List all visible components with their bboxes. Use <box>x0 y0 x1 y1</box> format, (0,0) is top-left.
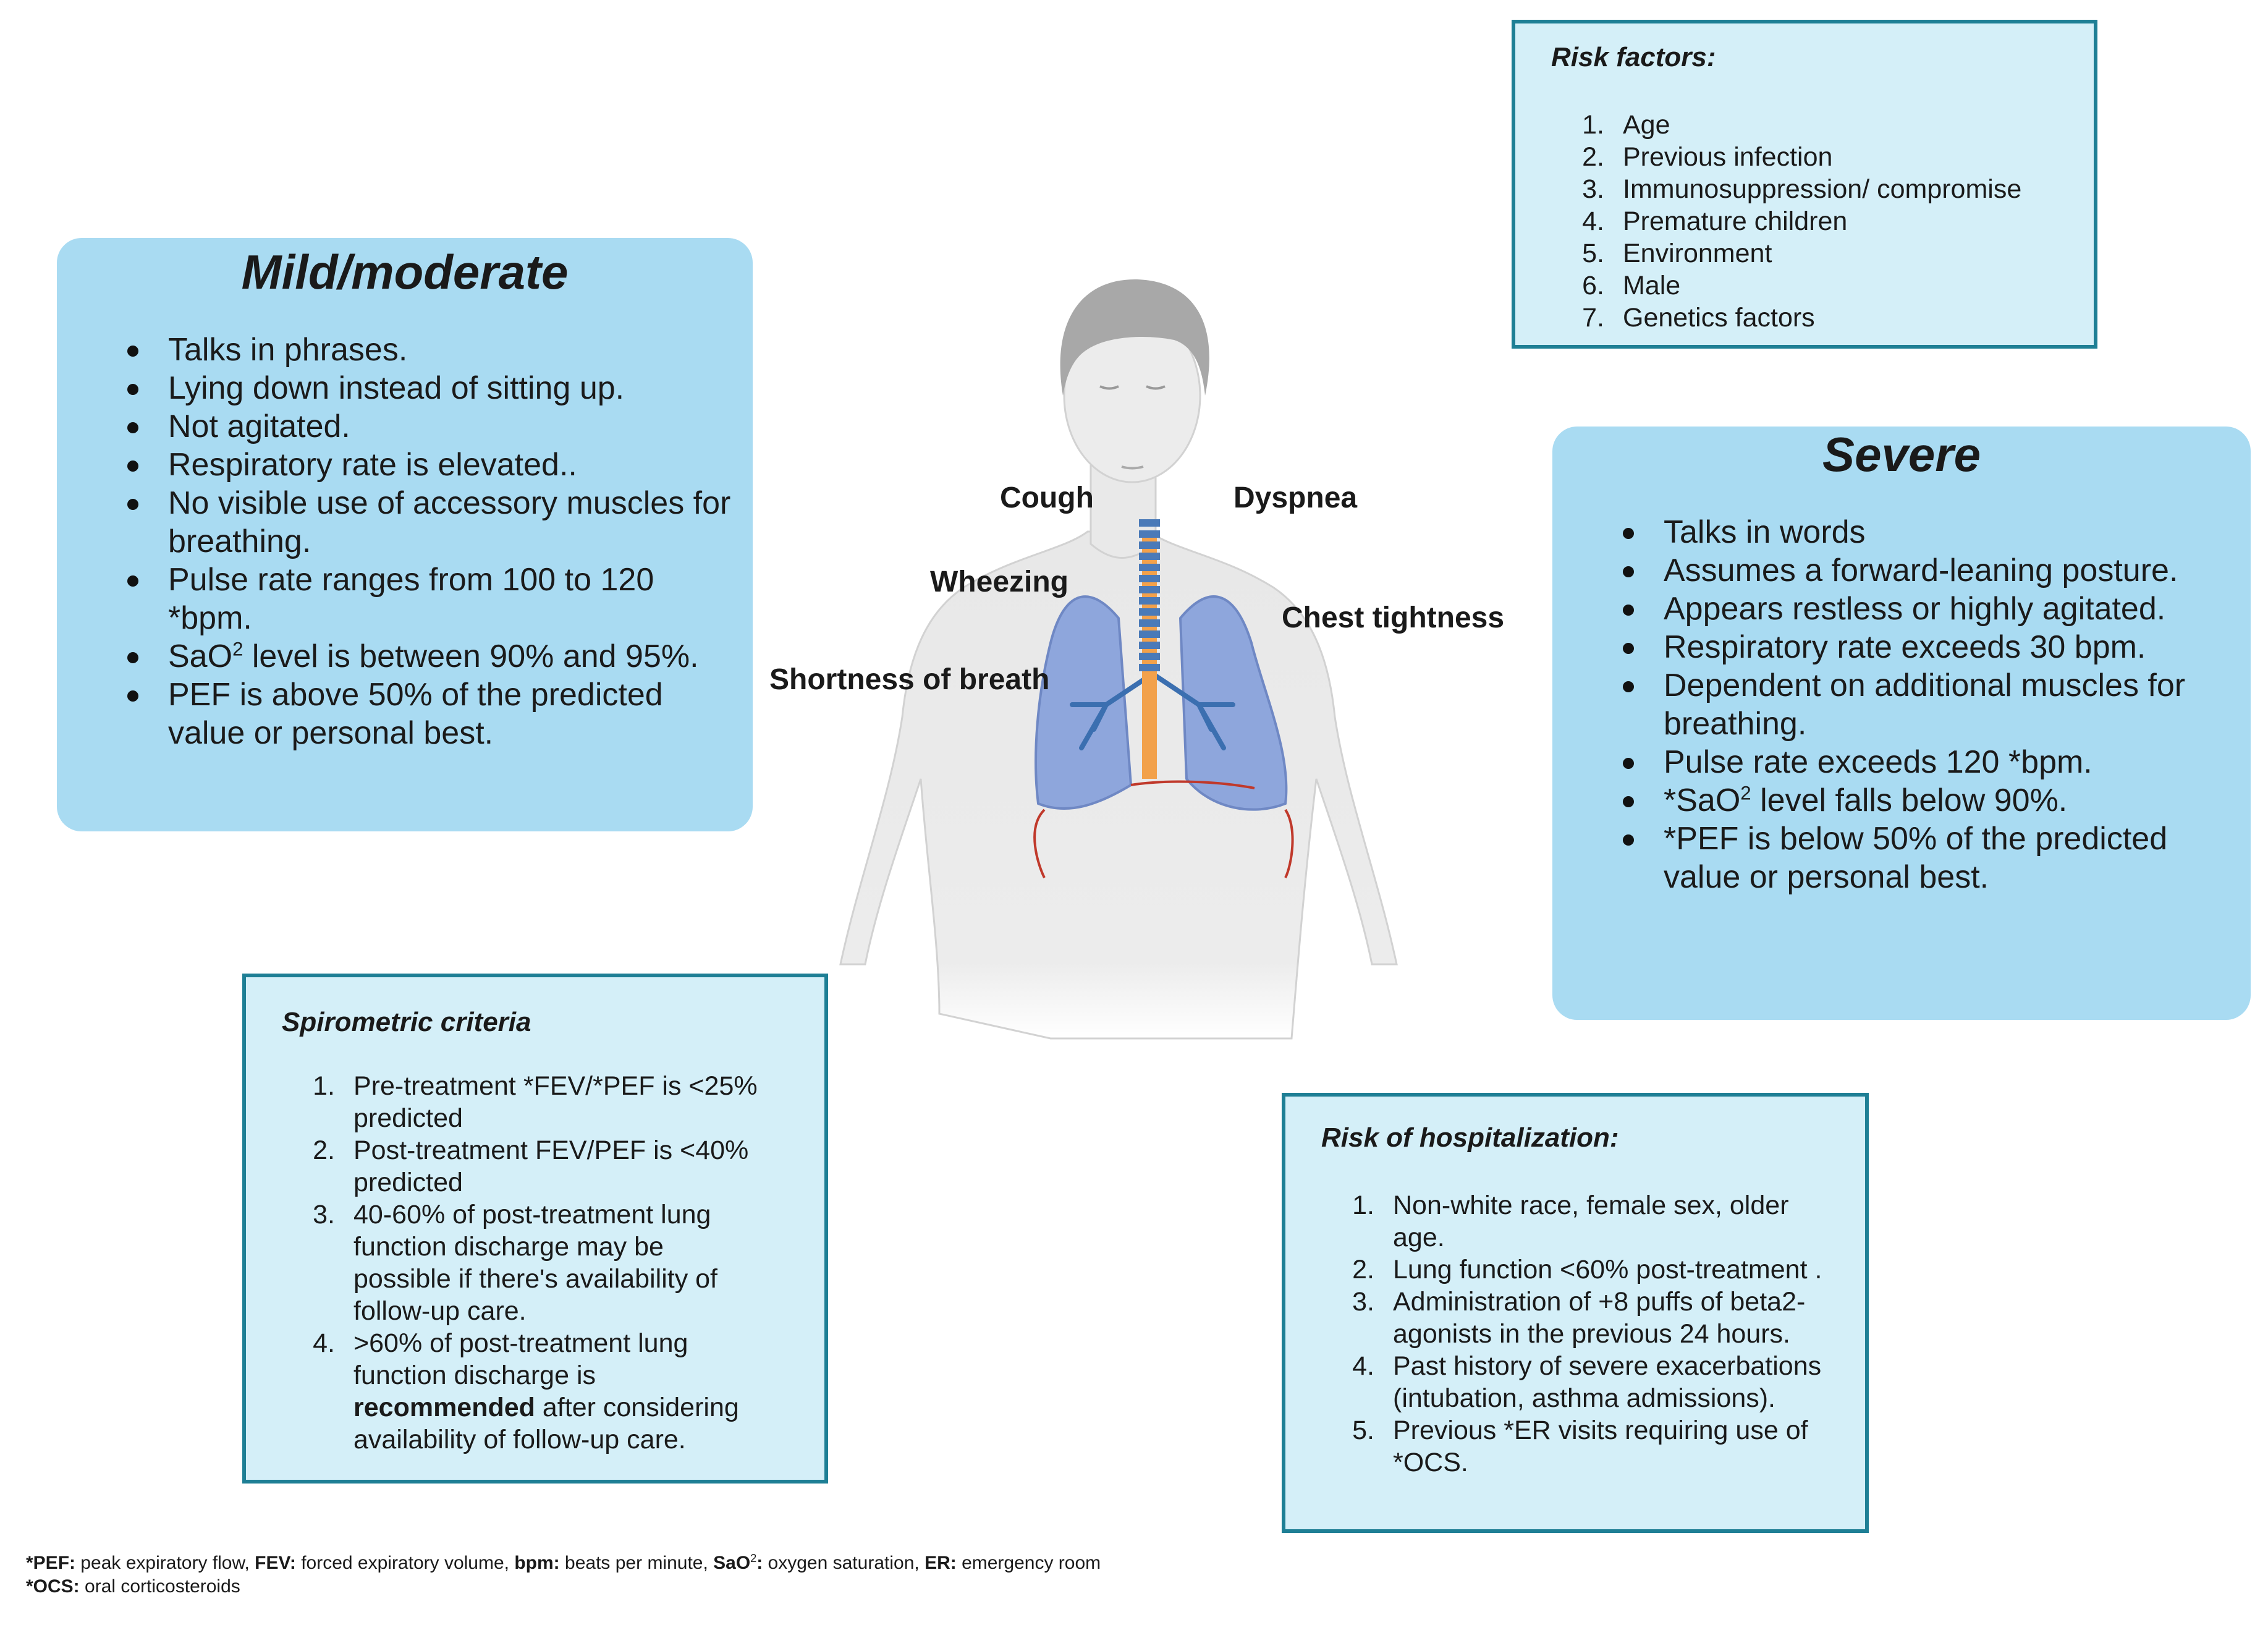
list-item <box>1619 781 2243 820</box>
sao-text: *SaO <box>1664 783 1741 818</box>
list-item <box>124 637 742 676</box>
risk-factors-title: Risk factors: <box>1551 42 1716 72</box>
list-item: 1. Pre-treatment *FEV/*PEF is <25% predicted <box>313 1071 758 1133</box>
list-item: 4. Premature children <box>1582 206 1848 236</box>
list-item: 1. Non-white race, female sex, older age. <box>1352 1191 1789 1252</box>
risk-factors-panel <box>1512 20 2097 349</box>
spirometric-criteria-title: Spirometric criteria <box>282 1007 531 1037</box>
list-item: Talks in words <box>1619 513 2243 551</box>
abbreviations-footnote-line1: *PEF: peak expiratory flow, FEV: forced expiratory volume, bpm: beats per minute, SaO$^2$: oxygen saturation, ER: emergency room <box>26 1552 1101 1573</box>
list-item: Dependent on additional muscles for breathing. <box>1619 666 2243 743</box>
list-item: 3. Administration of +8 puffs of beta2-agonists in the previous 24 hours. <box>1352 1287 1806 1349</box>
sao-superscript: 2 <box>232 638 243 660</box>
list-item: 4. Past history of severe exacerbations (intubation, asthma admissions). <box>1352 1351 1822 1413</box>
list-item: 1. Age <box>1582 110 1670 140</box>
list-item: 7. Genetics factors <box>1582 303 1815 333</box>
severe-list <box>1619 513 2243 896</box>
list-item: 6. Male <box>1582 271 1681 300</box>
symptom-cough: Cough <box>1000 482 1094 514</box>
list-item: Respiratory rate is elevated.. <box>124 446 742 484</box>
symptom-dyspnea: Dyspnea <box>1233 482 1358 514</box>
severe-panel <box>1552 427 2251 1020</box>
list-item: Lying down instead of sitting up. <box>124 369 742 407</box>
sao-rest: level is between 90% and 95%. <box>243 639 699 674</box>
hospitalization-risk-list <box>1335 1189 1829 1479</box>
list-item: Appears restless or highly agitated. <box>1619 590 2243 628</box>
risk-factors-list <box>1565 109 2096 334</box>
list-item: 3. 40-60% of post-treatment lung function discharge may be possible if there's availability of follow-up care. <box>313 1200 718 1326</box>
list-item: No visible use of accessory muscles for breathing. <box>124 484 742 561</box>
list-item: Respiratory rate exceeds 30 bpm. <box>1619 628 2243 666</box>
list-item: 2. Lung function <60% post-treatment . <box>1352 1255 1822 1284</box>
list-item: PEF is above 50% of the predicted value or personal best. <box>124 676 742 752</box>
list-item: 2. Previous infection <box>1582 142 1833 172</box>
symptom-wheezing: Wheezing <box>930 566 1068 598</box>
abbreviations-footnote-line2: *OCS: oral corticosteroids <box>26 1576 240 1597</box>
list-item: 4. >60% of post-treatment lung function discharge is recommended after considering availability of follow-up care. <box>313 1328 739 1454</box>
mild-moderate-panel <box>57 238 753 831</box>
sao-superscript: 2 <box>1740 782 1751 804</box>
list-item: 3. Immunosuppression/ compromise <box>1582 174 2022 204</box>
list-item: *PEF is below 50% of the predicted value or personal best. <box>1619 820 2243 896</box>
symptom-chest-tightness: Chest tightness <box>1282 601 1505 634</box>
symptom-shortness-of-breath: Shortness of breath <box>769 663 1050 696</box>
list-item: Assumes a forward-leaning posture. <box>1619 551 2243 590</box>
severe-title: Severe <box>1822 427 1981 482</box>
list-item: Pulse rate exceeds 120 *bpm. <box>1619 743 2243 781</box>
spirometric-criteria-panel <box>242 974 828 1484</box>
spirometric-criteria-list <box>295 1070 765 1456</box>
list-item: Not agitated. <box>124 407 742 446</box>
hospitalization-risk-panel <box>1282 1093 1869 1533</box>
hospitalization-risk-title: Risk of hospitalization: <box>1321 1123 1619 1153</box>
list-item: 5. Previous *ER visits requiring use of *OCS. <box>1352 1416 1808 1477</box>
list-item: Talks in phrases. <box>124 331 742 369</box>
sao-text: SaO <box>168 639 233 674</box>
sao-rest: level falls below 90%. <box>1751 783 2068 818</box>
list-item: 2. Post-treatment FEV/PEF is <40% predicted <box>313 1135 749 1197</box>
list-item: 5. Environment <box>1582 239 1772 268</box>
mild-moderate-title: Mild/moderate <box>241 245 569 299</box>
list-item: Pulse rate ranges from 100 to 120 *bpm. <box>124 561 742 637</box>
mild-moderate-list <box>124 331 742 752</box>
